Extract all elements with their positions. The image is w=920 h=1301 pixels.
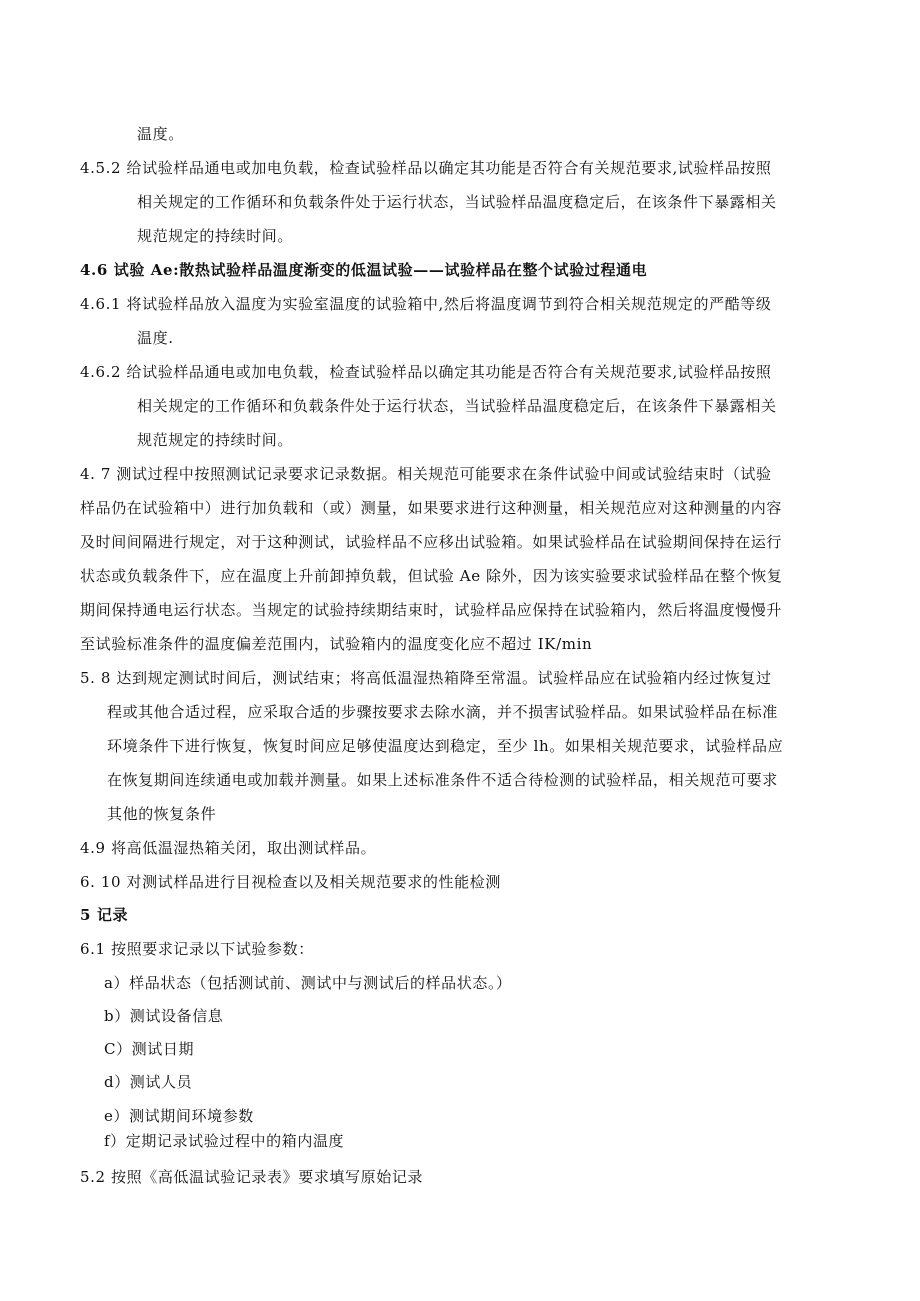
text-line: 样品仍在试验箱中）进行加负载和（或）测量，如果要求进行这种测量，相关规范应对这种测量的内容 bbox=[80, 499, 783, 517]
clause-4-6-2: 4.6.2 给试验样品通电或加电负载，检查试验样品以确定其功能是否符合有关规范要求,试验样品按照 bbox=[80, 363, 772, 381]
text-line: 程或其他合适过程，应采取合适的步骤按要求去除水滴，并不损害试验样品。如果试验样品在标准 bbox=[107, 703, 778, 721]
section-heading-5: 5 记录 bbox=[80, 906, 129, 924]
text-line: 在恢复期间连续通电或加载并测量。如果上述标准条件不适合待检测的试验样品，相关规范可要求 bbox=[107, 771, 778, 789]
text-line: 环境条件下进行恢复，恢复时间应足够使温度达到稳定，至少 lh。如果相关规范要求，试验样品应 bbox=[107, 737, 784, 755]
list-item: b）测试设备信息 bbox=[104, 1007, 224, 1025]
clause-5-8: 5. 8 达到规定测试时间后，测试结束；将高低温湿热箱降至常温。试验样品应在试验箱内经过恢复过 bbox=[80, 669, 772, 687]
text-line: 其他的恢复条件 bbox=[107, 805, 217, 823]
text-line: 相关规定的工作循环和负载条件处于运行状态，当试验样品温度稳定后，在该条件下暴露相关 bbox=[137, 193, 777, 211]
list-item: a）样品状态（包括测试前、测试中与测试后的样品状态。） bbox=[104, 974, 512, 992]
clause-4-6-1: 4.6.1 将试验样品放入温度为实验室温度的试验箱中,然后将温度调节到符合相关规范规定的严酷等级 bbox=[80, 295, 772, 313]
text-line: 温度. bbox=[137, 329, 174, 347]
clause-6-1: 6.1 按照要求记录以下试验参数： bbox=[80, 940, 314, 958]
section-heading-4-6: 4.6 试验 Ae:散热试验样品温度渐变的低温试验——试验样品在整个试验过程通电 bbox=[80, 261, 648, 279]
clause-6-10: 6. 10 对测试样品进行目视检查以及相关规范要求的性能检测 bbox=[80, 873, 501, 891]
text-line: 状态或负载条件下，应在温度上升前卸掉负载，但试验 Ae 除外，因为该实验要求试验样品在整个恢复 bbox=[80, 567, 783, 585]
text-line: 规范规定的持续时间。 bbox=[137, 227, 294, 245]
clause-4-7: 4. 7 测试过程中按照测试记录要求记录数据。相关规范可能要求在条件试验中间或试验结束时（试验 bbox=[80, 465, 772, 483]
clause-5-2: 5.2 按照《高低温试验记录表》要求填写原始记录 bbox=[80, 1168, 424, 1186]
text-line: 温度。 bbox=[137, 125, 184, 143]
clause-4-9: 4.9 将高低温湿热箱关闭，取出测试样品。 bbox=[80, 839, 377, 857]
text-line: 相关规定的工作循环和负载条件处于运行状态，当试验样品温度稳定后，在该条件下暴露相关 bbox=[137, 397, 777, 415]
text-line: 及时间间隔进行规定，对于这种测试，试验样品不应移出试验箱。如果试验样品在试验期间保持在运行 bbox=[80, 533, 783, 551]
list-item: e）测试期间环境参数 bbox=[104, 1107, 254, 1125]
text-line: 期间保持通电运行状态。当规定的试验持续期结束时，试验样品应保持在试验箱内，然后将温度慢慢升 bbox=[80, 601, 783, 619]
text-line: 至试验标准条件的温度偏差范围内，试验箱内的温度变化应不超过 IK/min bbox=[80, 635, 593, 653]
clause-4-5-2: 4.5.2 给试验样品通电或加电负载，检查试验样品以确定其功能是否符合有关规范要求,试验样品按照 bbox=[80, 159, 772, 177]
list-item: C）测试日期 bbox=[104, 1040, 195, 1058]
text-line: 规范规定的持续时间。 bbox=[137, 431, 294, 449]
list-item: f）定期记录试验过程中的箱内温度 bbox=[104, 1132, 345, 1150]
list-item: d）测试人员 bbox=[104, 1073, 193, 1091]
